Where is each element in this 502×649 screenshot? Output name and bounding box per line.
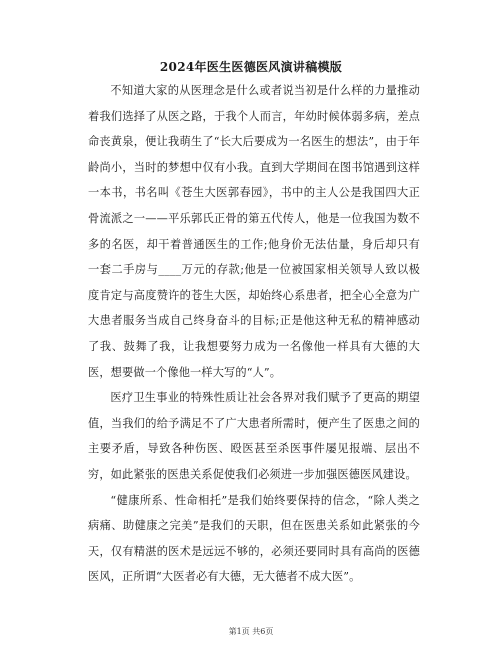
paragraph-2: 医疗卫生事业的特殊性质让社会各界对我们赋予了更高的期望值，当我们的给予满足不了广大患者所需时，便产生了医患之间的主要矛盾，导致各种伤医、殴医甚至杀医事件屡见报端、层出不穷，如此紧张的医患关系促使我们必须进一步加强医德医风建设。 bbox=[88, 391, 420, 481]
paragraph-3: “健康所系、性命相托”是我们始终要保持的信念，“除人类之病痛、助健康之完美”是我们的天职，但在医患关系如此紧张的今天，仅有精湛的医术是远远不够的，必须还要同时具有高尚的医德医风，正所谓“大医者必有大德，无大德者不成大医”。 bbox=[88, 493, 420, 584]
page-number: 第1页 共6页 bbox=[228, 627, 274, 636]
document-title: 2024年医生医德医风演讲稿模版 bbox=[159, 60, 343, 74]
paragraph-1: 不知道大家的从医理念是什么或者说当初是什么样的力量推动着我们选择了从医之路，于我个人而言，年幼时候体弱多病，差点命丧黄泉，便让我萌生了“长大后要成为一名医生的想法”，由于年龄尚小，当时的梦想中仅有小我。直到大学期间在图书馆遇到这样一本书，书名叫《苍生大医郭春园》，书中的主人公是我国四大正骨流派之一——平乐郭氏正骨的第五代传人，他是一位我国为数不多的名医，却干着普通医生的工作;他身价无法估量，身后却只有一套二手房与____万元的存款;他是一位被国家相关领导人致以极度肯定与高度赞许的苍生大医，却始终心系患者，把全心全意为广大患者服务当成自己终身奋斗的目标;正是他这种无私的精神感动了我、鼓舞了我，让我想要努力成为一名像他一样具有大德的大医，想要做一个像他一样大写的“人”。 bbox=[88, 84, 420, 379]
document-body bbox=[88, 78, 420, 590]
